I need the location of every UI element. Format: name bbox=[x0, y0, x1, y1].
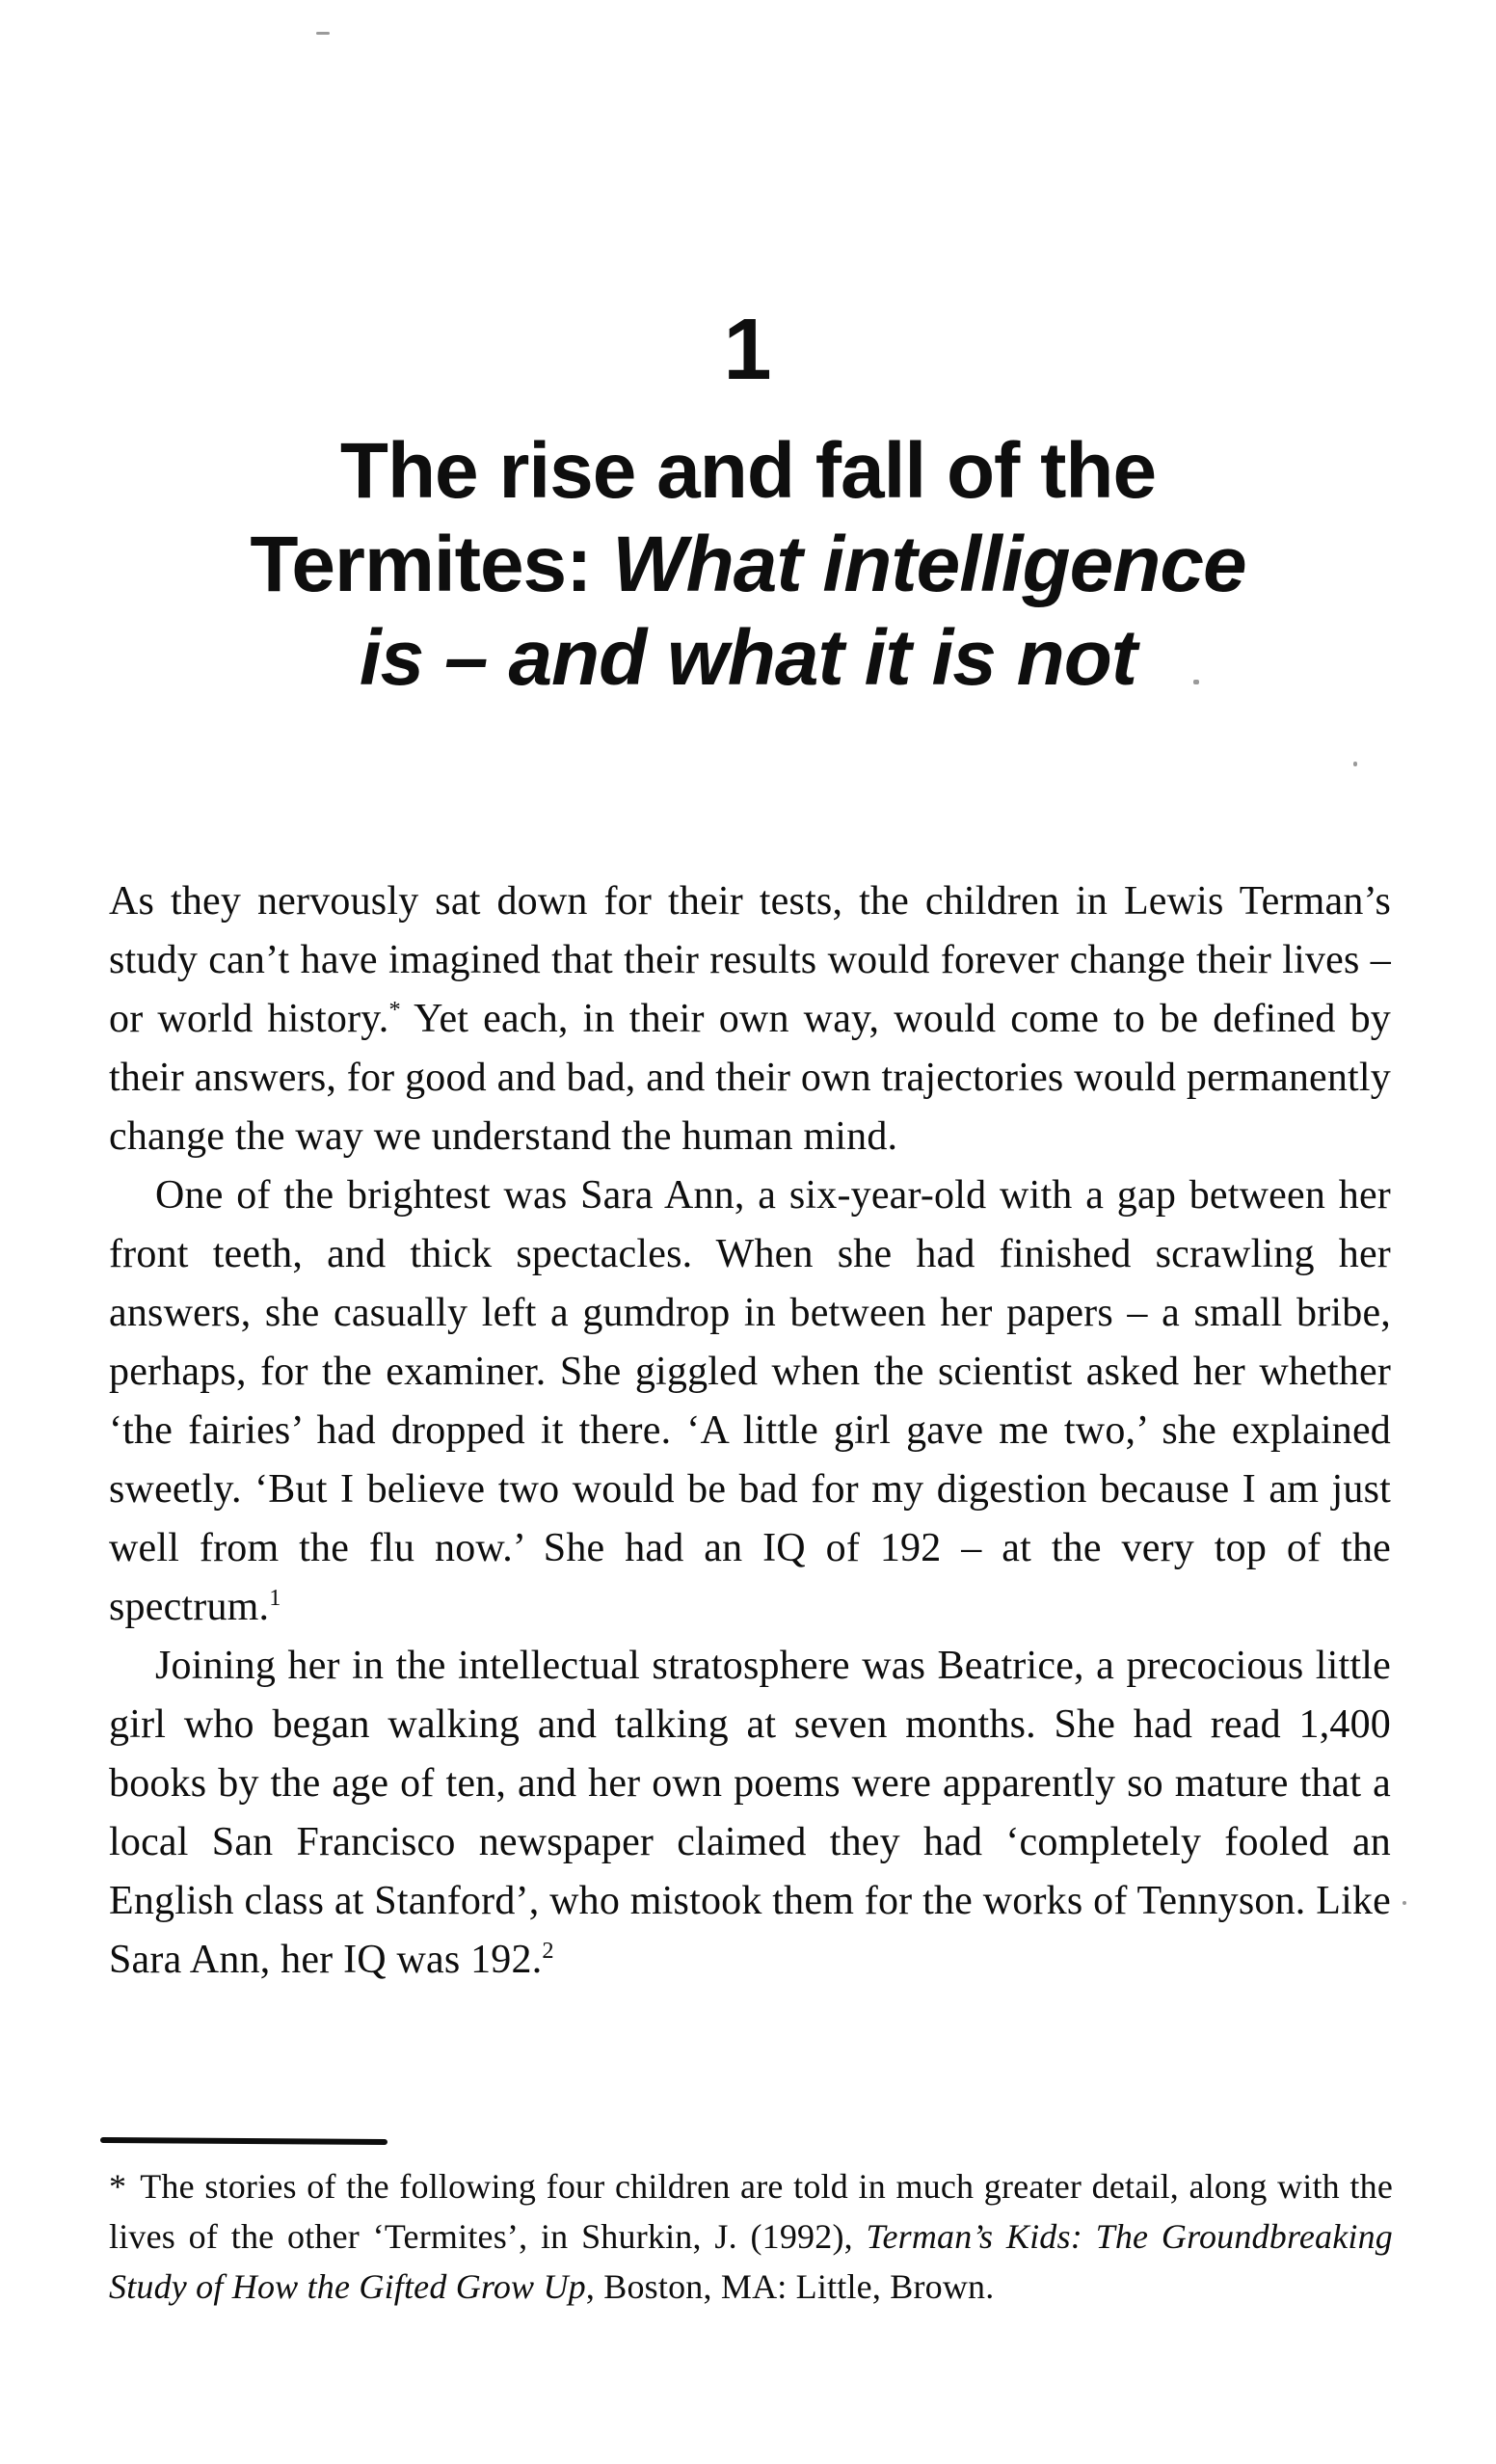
title-italic-text: What intelligence bbox=[612, 521, 1246, 608]
scan-speck bbox=[1402, 1901, 1406, 1905]
footnote bbox=[109, 2161, 1393, 2312]
paragraph bbox=[109, 1637, 1391, 1990]
text-segment: Joining her in the intellectual stratosphere was Beatrice, a precocious little girl who began walking and talking at seven months. She had read 1,400 books by the age of ten, and her own poems were apparently so mature that a local San Francisco newspaper claimed they had ‘completely fooled an English class at Stanford’, who mistook them for the works of Tennyson. Like Sara Ann, her IQ was 192. bbox=[109, 1644, 1391, 1982]
title-roman-text: Termites: bbox=[250, 521, 613, 608]
title-roman-text: The rise and fall of the bbox=[339, 427, 1157, 515]
paragraph bbox=[109, 872, 1391, 1166]
text-segment: The stories of the following four children are told in much greater detail, along with the lives of the other ‘Termites’, in Shurkin, J. (1992), bbox=[109, 2167, 1393, 2256]
title-line bbox=[0, 611, 1496, 705]
scan-speck bbox=[316, 32, 330, 35]
text-segment: , Boston, MA: Little, Brown. bbox=[585, 2267, 995, 2306]
chapter-title bbox=[0, 424, 1496, 705]
footnote-marker: * bbox=[109, 2167, 127, 2206]
text-segment: Terman’s Kids: The Groundbreaking Study of How the Gifted Grow Up bbox=[109, 2217, 1393, 2306]
chapter-number: 1 bbox=[723, 302, 773, 398]
footnote-reference: 2 bbox=[542, 1938, 554, 1964]
scan-speck bbox=[1353, 762, 1357, 766]
title-italic-text: is – and what it is not bbox=[359, 614, 1137, 702]
text-segment: As they nervously sat down for their tests, the children in Lewis Terman’s study can’t have imagined that their results would forever change their lives – or world history. bbox=[109, 879, 1391, 1041]
footnote-reference: * bbox=[388, 997, 401, 1023]
title-line bbox=[0, 518, 1496, 611]
footnote-rule bbox=[100, 2137, 387, 2145]
body-text bbox=[109, 872, 1391, 1990]
text-segment: Yet each, in their own way, would come to be defined by their answers, for good and bad, and their own trajectories would permanently change the way we understand the human mind. bbox=[109, 997, 1391, 1159]
footnote-reference: 1 bbox=[269, 1585, 281, 1611]
paragraph bbox=[109, 1166, 1391, 1637]
text-segment: One of the brightest was Sara Ann, a six-year-old with a gap between her front teeth, and thick spectacles. When she had finished scrawling her answers, she casually left a gumdrop in between her papers – a small bribe, perhaps, for the examiner. She giggled when the scientist asked her whether ‘the fairies’ had dropped it there. ‘A little girl gave me two,’ she explained sweetly. ‘But I believe two would be bad for my digestion because I am just well from the flu now.’ She had an IQ of 192 – at the very top of the spectrum. bbox=[109, 1173, 1391, 1629]
title-line bbox=[0, 424, 1496, 518]
